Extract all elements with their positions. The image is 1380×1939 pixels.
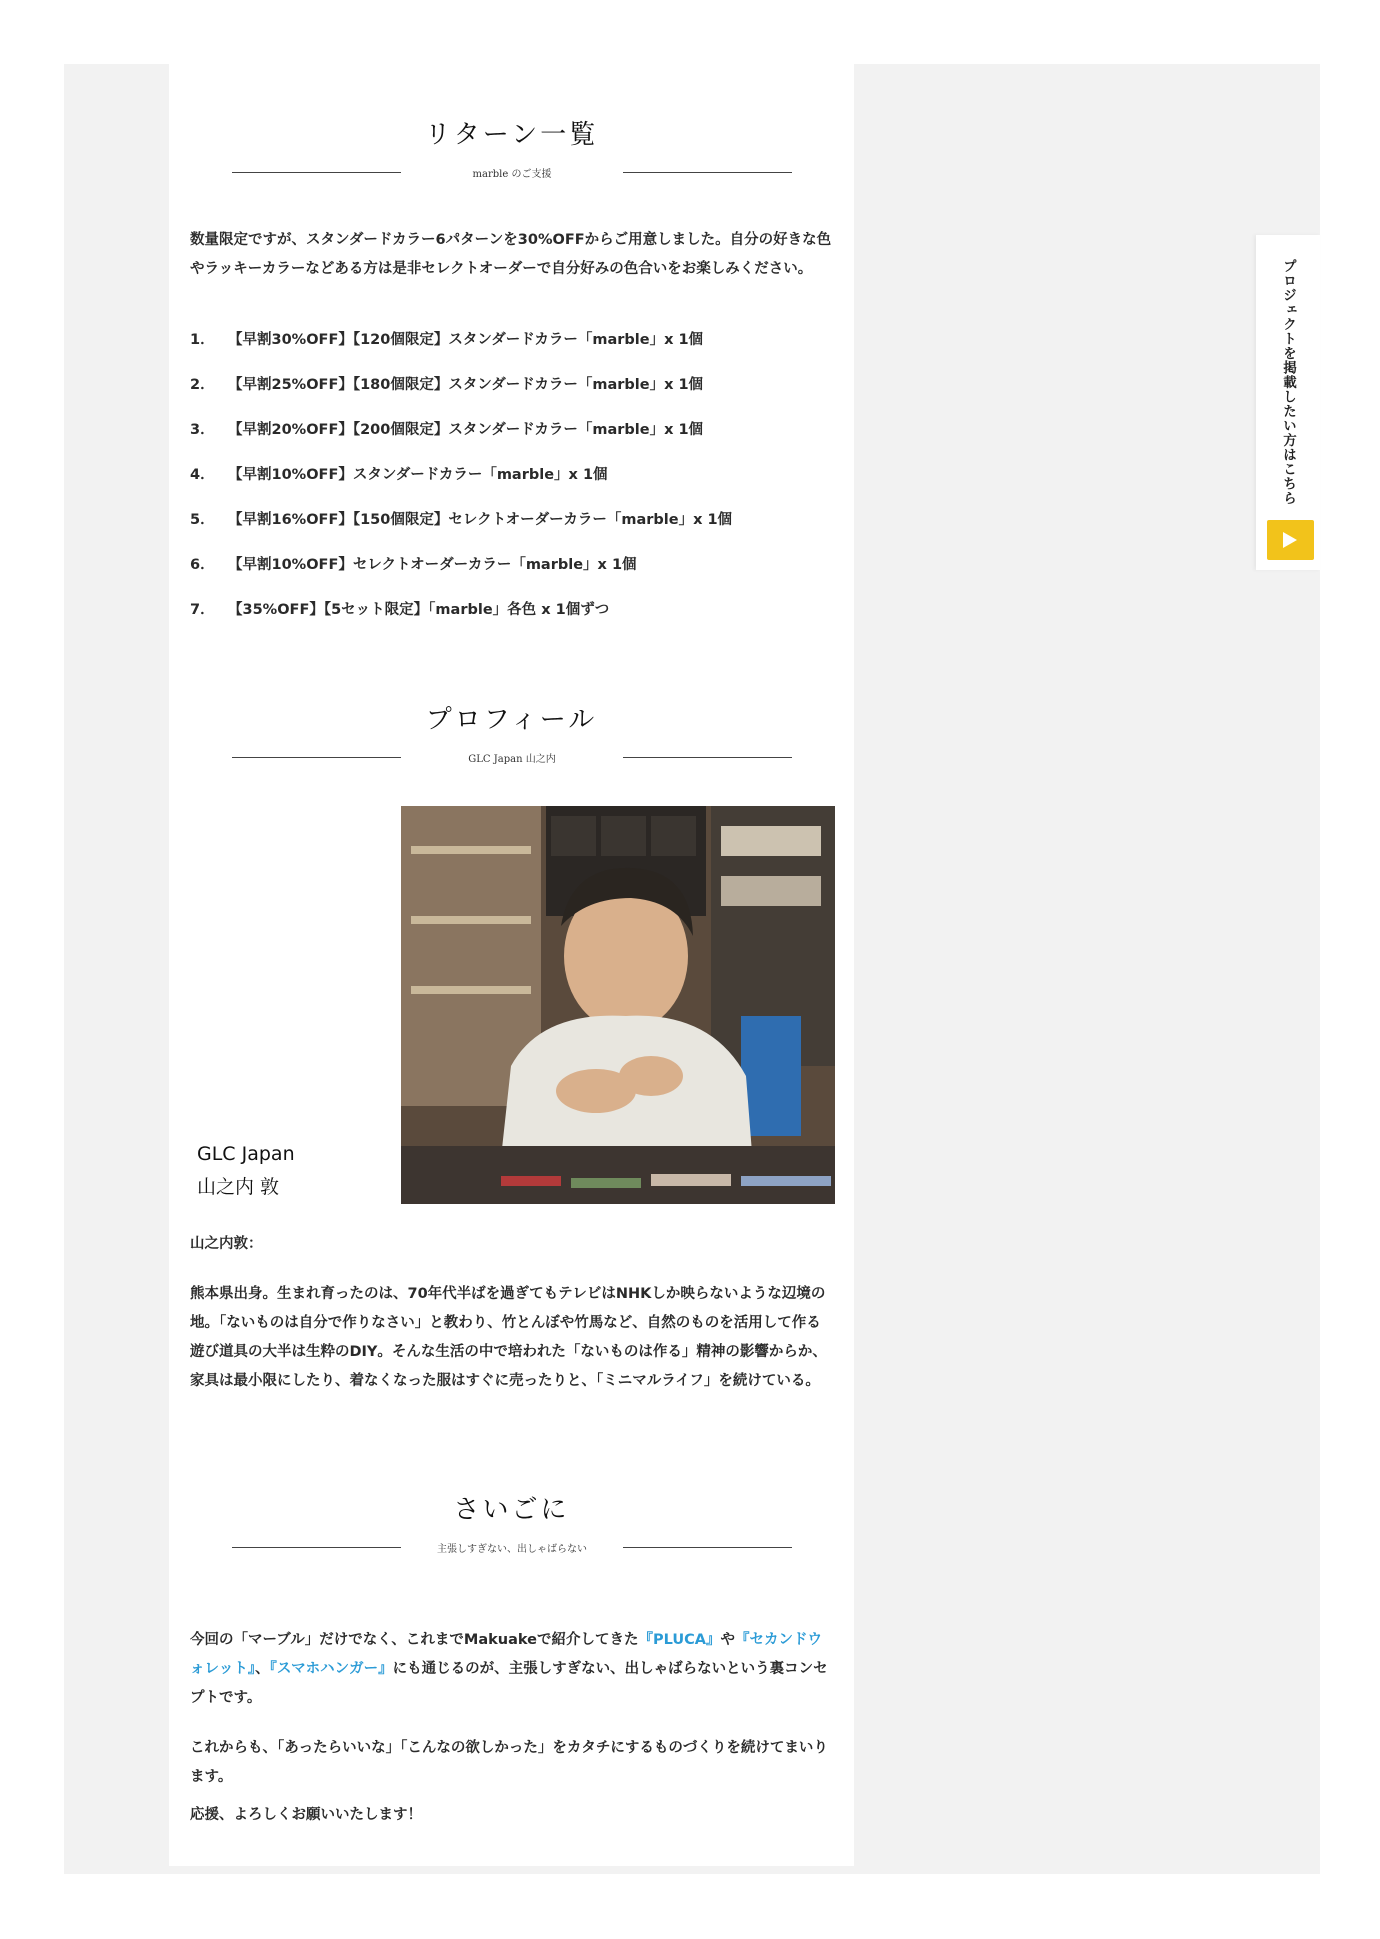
profile-subtitle: GLC Japan 山之内 xyxy=(468,754,556,765)
closing-header xyxy=(169,1489,854,1560)
closing-text: にも通じるのが、主張しすぎない、出しゃばらないという裏コンセプトです。 xyxy=(190,1661,828,1706)
smartphone-hanger-link[interactable]: 『スマホハンガー』 xyxy=(269,1661,393,1677)
profile-name-heading: 山之内敦： xyxy=(190,1236,263,1252)
divider-left xyxy=(232,172,401,173)
divider-left xyxy=(232,757,401,758)
return-item-number: 6． xyxy=(190,557,215,573)
returns-header xyxy=(169,114,854,185)
post-project-side-tab[interactable] xyxy=(1256,235,1320,570)
profile-photo-illustration xyxy=(401,806,835,1204)
return-item-number: 2． xyxy=(190,377,215,393)
closing-text: や xyxy=(720,1632,735,1648)
return-item-text: 【早割20%OFF】【200個限定】スタンダードカラー「marble」x 1個 xyxy=(228,422,704,438)
profile-caption-company: GLC Japan xyxy=(197,1143,295,1165)
divider-right xyxy=(623,172,792,173)
second-wallet-link[interactable]: 『セカンドウォレット』 xyxy=(190,1632,822,1677)
closing-text: 今回の「マーブル」だけでなく、これまでMakuakeで紹介してきた xyxy=(190,1632,639,1648)
closing-paragraph-3: 応援、よろしくお願いいたします！ xyxy=(190,1807,422,1823)
return-item-text: 【35%OFF】【5セット限定】「marble」各色 x 1個ずつ xyxy=(228,602,610,618)
return-item xyxy=(190,508,835,553)
returns-intro: 数量限定ですが、スタンダードカラー6パターンを30%OFFからご用意しました。自分の好きな色やラッキーカラーなどある方は是非セレクトオーダーで自分好みの色合いをお楽しみください。 xyxy=(190,232,832,277)
return-item-text: 【早割10%OFF】セレクトオーダーカラー「marble」x 1個 xyxy=(228,557,637,573)
play-icon xyxy=(1283,532,1297,548)
return-item xyxy=(190,328,835,373)
closing-subtitle: 主張しすぎない、出しゃばらない xyxy=(437,1544,587,1555)
return-item xyxy=(190,373,835,418)
closing-subtitle-row xyxy=(169,1536,854,1560)
profile-title: プロフィール xyxy=(425,705,598,735)
divider-right xyxy=(623,1547,792,1548)
return-item-number: 4． xyxy=(190,467,215,483)
divider-left xyxy=(232,1547,401,1548)
return-item-text: 【早割10%OFF】スタンダードカラー「marble」x 1個 xyxy=(228,467,608,483)
return-item-number: 3． xyxy=(190,422,215,438)
closing-paragraph-1 xyxy=(190,1626,835,1713)
returns-subtitle-row xyxy=(169,161,854,185)
return-item xyxy=(190,598,835,643)
return-item-text: 【早割25%OFF】【180個限定】スタンダードカラー「marble」x 1個 xyxy=(228,377,704,393)
project-content xyxy=(169,64,854,1866)
returns-subtitle: marble のご支援 xyxy=(472,169,552,180)
return-item-number: 7． xyxy=(190,602,215,618)
profile-subtitle-row xyxy=(169,746,854,770)
return-item xyxy=(190,553,835,598)
divider-right xyxy=(623,757,792,758)
profile-caption xyxy=(197,1138,387,1204)
return-item xyxy=(190,418,835,463)
side-tab-label[interactable]: プロジェクトを掲載したい方はこちら xyxy=(1280,259,1296,506)
profile-bio: 熊本県出身。生まれ育ったのは、70年代半ばを過ぎてもテレビはNHKしか映らないような辺境の地。「ないものは自分で作りなさい」と教わり、竹とんぼや竹馬など、自然のものを活用して作る遊び道具の大半は生粋のDIY。そんな生活の中で培われた「ないものは作る」精神の影響からか、家具は最小限にしたり、着なくなった服はすぐに売ったりと、「ミニマルライフ」を続けている。 xyxy=(190,1286,827,1389)
return-item-text: 【早割16%OFF】【150個限定】セレクトオーダーカラー「marble」x 1個 xyxy=(228,512,733,528)
return-item-text: 【早割30%OFF】【120個限定】スタンダードカラー「marble」x 1個 xyxy=(228,332,704,348)
side-tab-button[interactable] xyxy=(1267,520,1314,560)
profile-caption-name: 山之内 敦 xyxy=(197,1176,280,1198)
closing-text: 、 xyxy=(255,1661,270,1677)
return-list xyxy=(190,328,835,643)
returns-title: リターン一覧 xyxy=(424,120,599,150)
closing-title: さいごに xyxy=(453,1495,570,1525)
pluca-link[interactable]: 『PLUCA』 xyxy=(638,1632,721,1648)
closing-paragraph-2: これからも、「あったらいいな」「こんなの欲しかった」をカタチにするものづくりを続けてまいります。 xyxy=(190,1740,828,1785)
return-item xyxy=(190,463,835,508)
profile-header xyxy=(169,699,854,770)
return-item-number: 1． xyxy=(190,332,215,348)
profile-photo xyxy=(401,806,835,1204)
return-item-number: 5． xyxy=(190,512,215,528)
